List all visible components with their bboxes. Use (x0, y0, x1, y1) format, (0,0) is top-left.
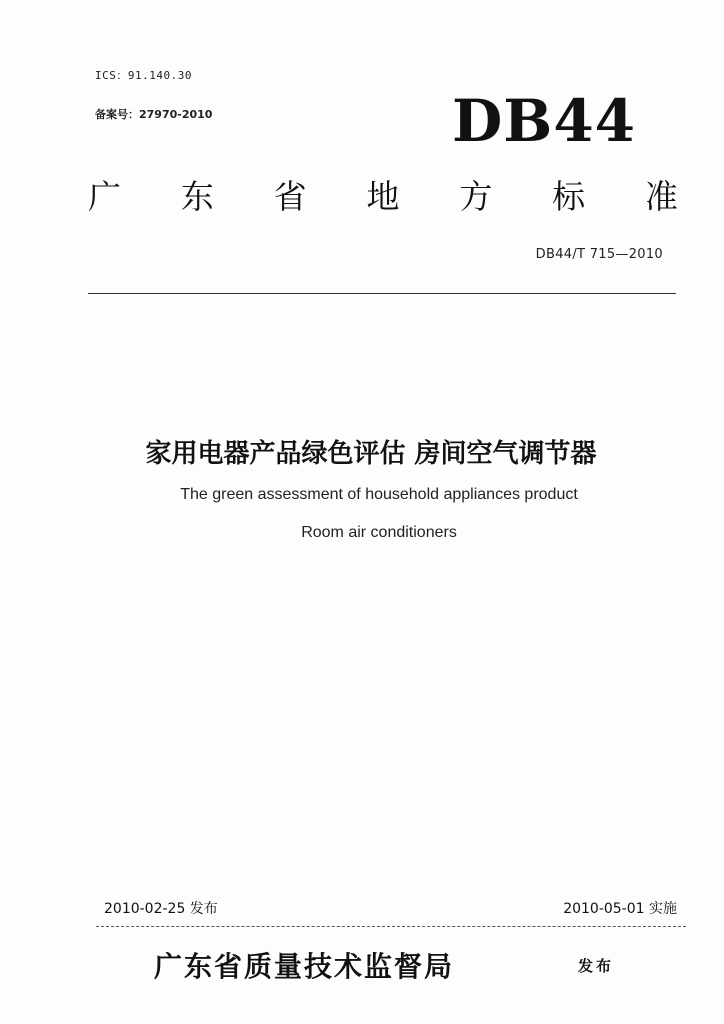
standard-type-char: 准 (644, 177, 678, 216)
standard-type-char: 地 (366, 177, 400, 216)
issuing-authority: 广东省质量技术监督局 (154, 950, 455, 983)
standard-type-char: 广 (88, 177, 121, 216)
standard-type-heading (88, 177, 678, 216)
ics-code: ICS：91.140.30 (95, 69, 192, 82)
standard-type-char: 省 (273, 177, 307, 216)
footer-divider (96, 926, 686, 927)
standard-type-char: 东 (180, 177, 214, 216)
issue-word: 发布 (578, 957, 615, 975)
standard-number: DB44/T 715—2010 (535, 247, 663, 262)
title-chinese: 家用电器产品绿色评估 房间空气调节器 (145, 439, 597, 469)
standard-type-char: 标 (552, 177, 586, 216)
implementation-date: 2010-05-01 实施 (563, 901, 677, 917)
record-number: 备案号：27970-2010 (95, 108, 213, 121)
issue-date: 2010-02-25 发布 (104, 901, 218, 917)
standard-type-char: 方 (459, 177, 493, 216)
title-english-line2: Room air conditioners (301, 524, 457, 541)
db-code-mark: DB44 (452, 87, 637, 155)
title-english-line1: The green assessment of household appliances product (180, 486, 578, 503)
header-divider (88, 293, 676, 294)
